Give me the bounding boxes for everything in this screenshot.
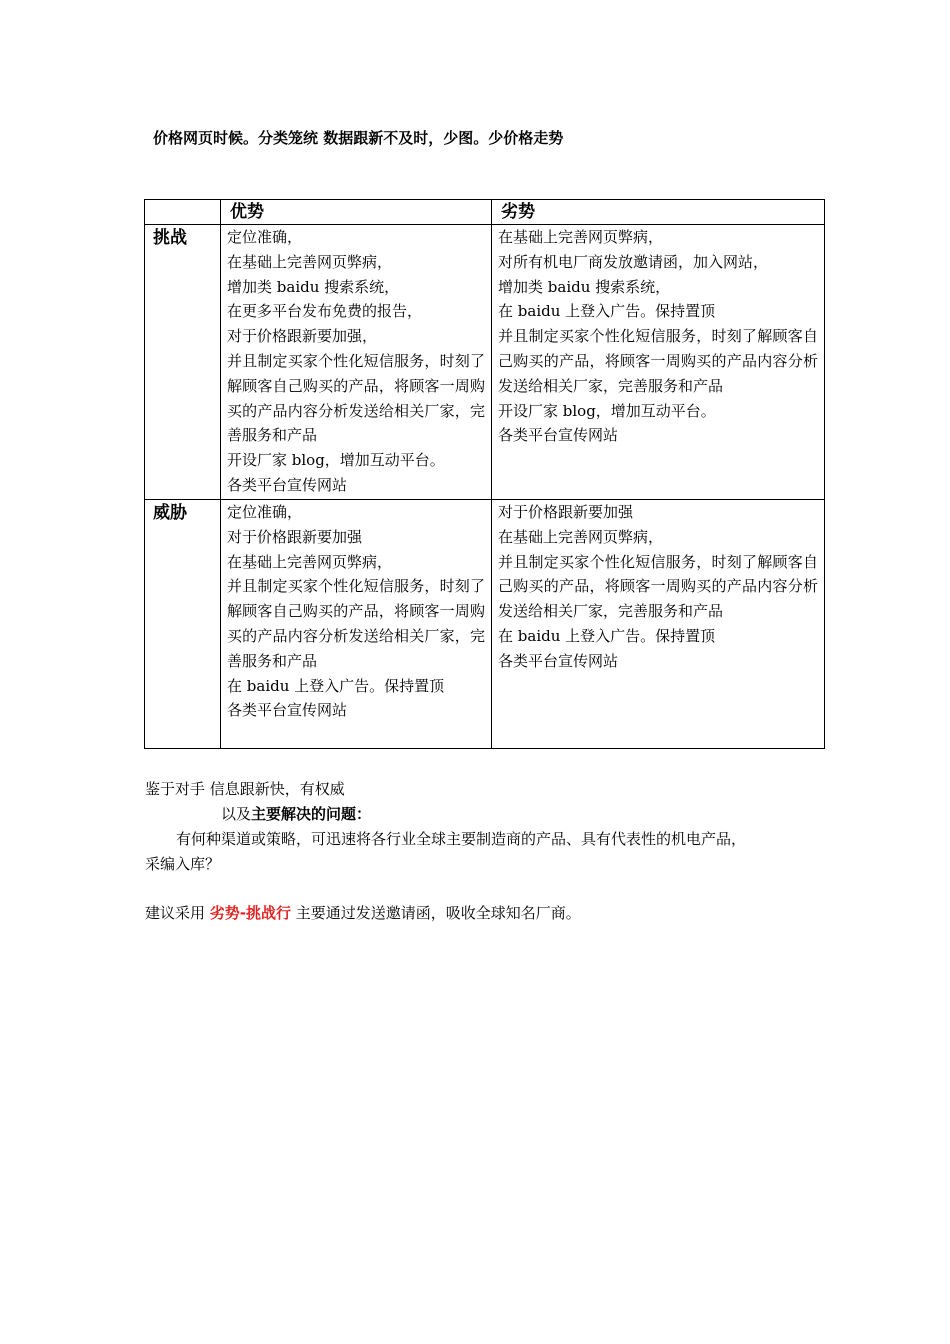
list-item: 各类平台宣传网站 bbox=[498, 651, 619, 670]
table-row bbox=[145, 500, 825, 749]
list-item: 在基础上完善网页弊病， bbox=[498, 228, 664, 246]
swot-table bbox=[144, 199, 825, 749]
list-item: 对所有机电厂商发放邀请函，加入网站， bbox=[498, 252, 769, 271]
note-suggestion bbox=[145, 902, 581, 923]
list-item: 增加类 baidu 搜索系统， bbox=[227, 277, 400, 296]
list-item: 对于价格跟新要加强， bbox=[227, 327, 378, 346]
list-item: 并且制定买家个性化短信服务，时刻了解顾客自己购买的产品，将顾客一周购买的产品内容分析发送给相关厂家，完善服务和产品 bbox=[498, 552, 818, 621]
note-problem-prefix: 以及 bbox=[221, 805, 252, 823]
list-item: 各类平台宣传网站 bbox=[227, 475, 348, 494]
list-item: 并且制定买家个性化短信服务，时刻了解顾客自己购买的产品，将顾客一周购买的产品内容分析发送给相关厂家，完善服务和产品 bbox=[227, 577, 485, 670]
note-problem-bold: 主要解决的问题： bbox=[251, 805, 372, 823]
list-item: 对于价格跟新要加强 bbox=[227, 527, 363, 546]
list-item: 在更多平台发布免费的报告， bbox=[227, 302, 423, 321]
table-header-row bbox=[145, 200, 825, 225]
table-row bbox=[145, 225, 825, 500]
suggestion-prefix: 建议采用 bbox=[145, 904, 210, 922]
list-item: 在基础上完善网页弊病， bbox=[227, 252, 393, 271]
list-item: 增加类 baidu 搜索系统， bbox=[498, 277, 671, 296]
row-label-threat: 威胁 bbox=[145, 500, 221, 749]
list-item: 定位准确， bbox=[227, 228, 303, 246]
note-question-cont: 采编入库？ bbox=[145, 855, 221, 873]
note-problem bbox=[221, 803, 371, 824]
list-item: 在 baidu 上登入广告。保持置顶 bbox=[227, 676, 445, 695]
cell-threat-weaknesses bbox=[492, 500, 825, 749]
page-heading: 价格网页时候。分类笼统 数据跟新不及时，少图。少价格走势 bbox=[153, 129, 564, 147]
list-item: 开设厂家 blog，增加互动平台。 bbox=[227, 451, 445, 470]
list-item: 并且制定买家个性化短信服务，时刻了解顾客自己购买的产品，将顾客一周购买的产品内容分析发送给相关厂家，完善服务和产品 bbox=[498, 327, 818, 395]
list-item: 在 baidu 上登入广告。保持置顶 bbox=[498, 302, 716, 321]
cell-challenge-weaknesses bbox=[492, 225, 825, 500]
list-item: 开设厂家 blog，增加互动平台。 bbox=[498, 401, 716, 420]
list-item: 定位准确， bbox=[227, 503, 303, 521]
cell-threat-strengths bbox=[221, 500, 492, 749]
list-item: 在基础上完善网页弊病， bbox=[227, 552, 393, 571]
suggestion-suffix: 主要通过发送邀请函，吸收全球知名厂商。 bbox=[291, 904, 581, 922]
header-weaknesses: 劣势 bbox=[492, 200, 825, 225]
list-item: 并且制定买家个性化短信服务，时刻了解顾客自己购买的产品，将顾客一周购买的产品内容分析发送给相关厂家，完善服务和产品 bbox=[227, 351, 485, 445]
header-corner bbox=[145, 200, 221, 225]
row-label-challenge: 挑战 bbox=[145, 225, 221, 500]
list-item: 在 baidu 上登入广告。保持置顶 bbox=[498, 626, 716, 645]
list-item: 对于价格跟新要加强 bbox=[498, 503, 634, 521]
header-strengths: 优势 bbox=[221, 200, 492, 225]
note-competitor: 鉴于对手 信息跟新快，有权威 bbox=[145, 780, 345, 798]
cell-challenge-strengths bbox=[221, 225, 492, 500]
list-item: 在基础上完善网页弊病， bbox=[498, 527, 664, 546]
note-question: 有何种渠道或策略，可迅速将各行业全球主要制造商的产品、具有代表性的机电产品， bbox=[176, 830, 747, 848]
suggestion-highlight: 劣势-挑战行 bbox=[209, 904, 292, 922]
list-item: 各类平台宣传网站 bbox=[498, 426, 619, 445]
list-item: 各类平台宣传网站 bbox=[227, 701, 348, 720]
